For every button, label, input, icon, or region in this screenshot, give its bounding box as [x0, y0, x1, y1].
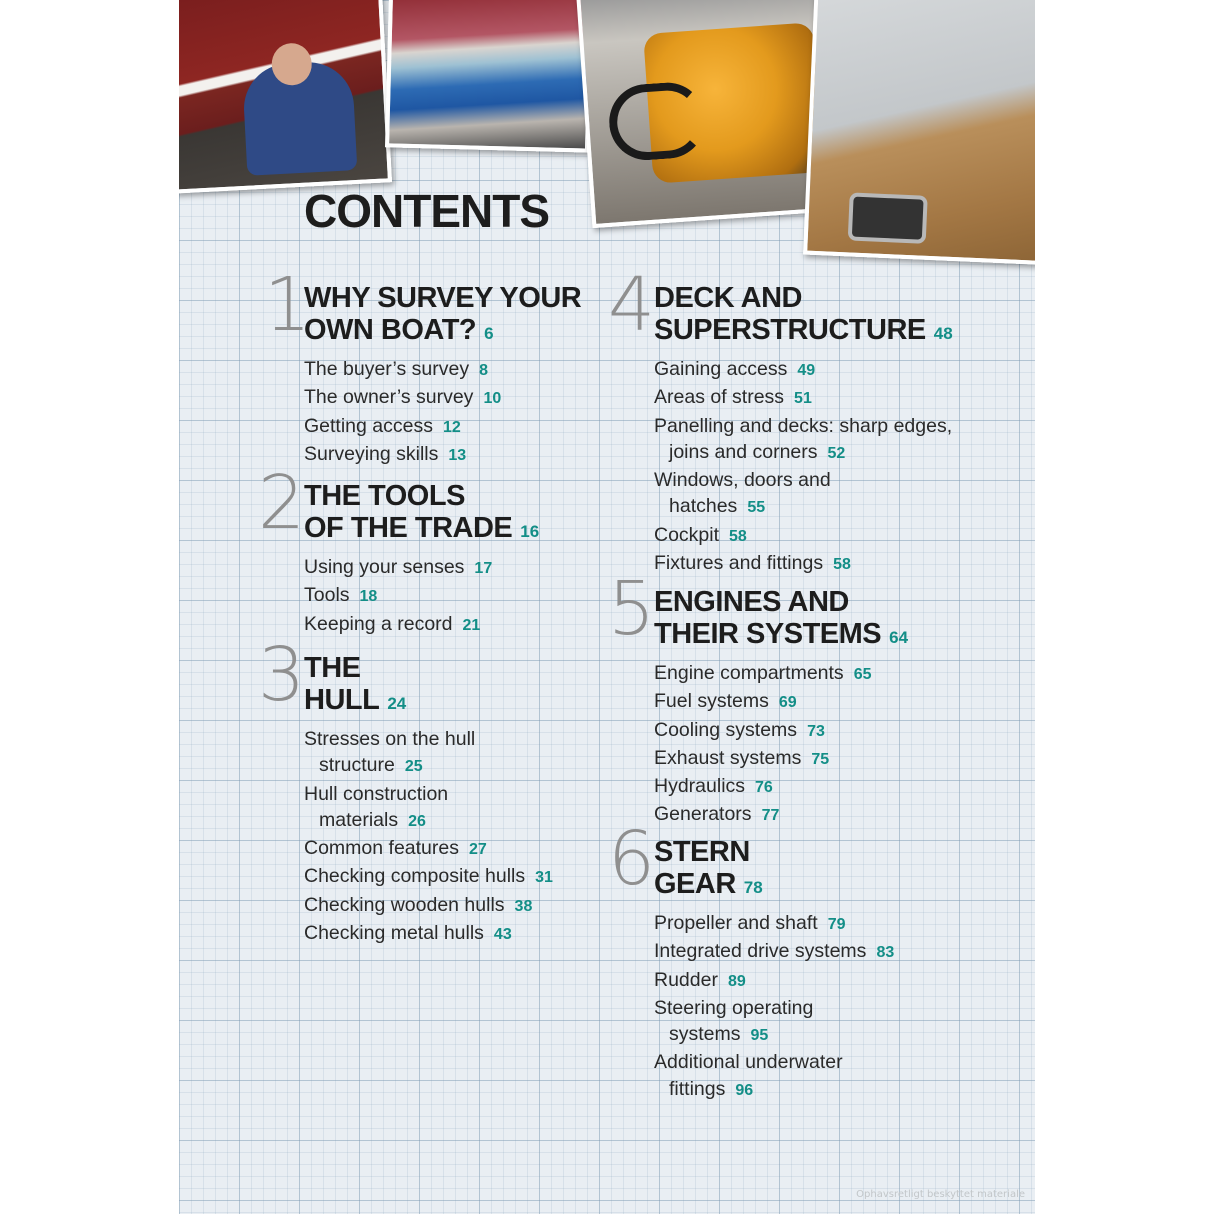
chapter-number: 6	[608, 816, 656, 902]
toc-item-label: Gaining access	[654, 358, 788, 380]
toc-item-label: Areas of stress	[654, 386, 785, 409]
toc-item-page-number: 96	[735, 1081, 754, 1099]
toc-item-page-number: 51	[794, 390, 812, 408]
toc-item-label: Cooling systems	[654, 718, 798, 741]
chapter-item-list	[654, 910, 894, 1104]
toc-section-3	[258, 632, 553, 948]
chapter-title-line: OWN BOAT?	[304, 314, 477, 346]
toc-section-1	[264, 262, 582, 469]
toc-item-label: Checking wooden hulls	[304, 893, 505, 916]
toc-item-label: hatches	[669, 495, 738, 518]
toc-item-page-number: 69	[778, 694, 797, 712]
toc-item	[304, 892, 553, 920]
toc-item-label: Additional underwater	[654, 1051, 843, 1074]
toc-item	[304, 920, 553, 948]
watermark: Ophavsretligt beskyttet materiale	[856, 1189, 1025, 1200]
chapter-title-line: THE	[304, 652, 361, 684]
chapter-title-line: OF THE TRADE	[304, 512, 513, 544]
toc-item-label: Getting access	[304, 414, 433, 437]
toc-item	[654, 1076, 894, 1104]
toc-item	[304, 582, 539, 610]
chapter-title	[304, 480, 539, 548]
toc-item-label: Stresses on the hull	[304, 728, 476, 750]
toc-item	[304, 611, 539, 639]
toc-item	[654, 801, 908, 829]
toc-item-page-number: 27	[468, 841, 487, 859]
toc-item	[304, 781, 553, 807]
toc-section-5	[608, 566, 909, 830]
toc-item-label: structure	[319, 754, 395, 777]
chapter-title-line: SUPERSTRUCTURE	[654, 314, 926, 346]
toc-item-page-number: 79	[827, 916, 846, 933]
toc-item-page-number: 83	[876, 944, 895, 962]
chapter-title-line: ENGINES AND	[654, 586, 849, 618]
chapter-item-list	[304, 356, 581, 469]
toc-item-page-number: 65	[853, 666, 872, 683]
chapter-title-line: THEIR SYSTEMS	[654, 618, 882, 650]
toc-item-label: Engine compartments	[654, 662, 844, 684]
toc-item-label: Common features	[304, 837, 459, 860]
toc-item-page-number: 21	[462, 616, 481, 634]
toc-item	[304, 752, 553, 780]
toc-item	[654, 493, 953, 521]
chapter-number: 1	[264, 262, 312, 348]
toc-item-page-number: 43	[493, 926, 512, 944]
toc-item-label: Checking composite hulls	[304, 865, 526, 888]
toc-item	[654, 1049, 894, 1075]
toc-item	[304, 807, 553, 835]
toc-item-label: The owner’s survey	[304, 386, 474, 409]
toc-item-label: Rudder	[654, 968, 718, 991]
toc-item-label: Exhaust systems	[654, 746, 802, 769]
toc-item	[304, 726, 553, 752]
toc-item-page-number: 26	[408, 812, 426, 830]
chapter-title	[654, 586, 908, 654]
chapter-title-line: HULL	[304, 684, 380, 716]
chapter-item-list	[304, 554, 539, 639]
toc-item-page-number: 55	[747, 499, 766, 517]
toc-item-page-number: 58	[833, 556, 851, 574]
toc-item-label: fittings	[669, 1077, 726, 1100]
toc-item-page-number: 58	[729, 527, 747, 545]
toc-item	[654, 467, 953, 493]
toc-item-label: Surveying skills	[304, 442, 439, 465]
toc-item-label: Fixtures and fittings	[654, 552, 824, 575]
chapter-item-list	[654, 356, 953, 578]
toc-item-label: Steering operating	[654, 996, 814, 1019]
chapter-page-number: 64	[889, 628, 909, 647]
toc-section-2	[258, 460, 540, 639]
toc-item-label: joins and corners	[669, 440, 818, 463]
toc-item	[654, 995, 894, 1021]
toc-item	[304, 413, 581, 441]
toc-item	[654, 439, 953, 467]
toc-item-page-number: 18	[359, 588, 378, 606]
chapter-title-line: STERN	[654, 836, 750, 868]
toc-item	[654, 660, 908, 688]
toc-item-label: Panelling and decks: sharp edges,	[654, 414, 953, 437]
toc-item-page-number: 73	[807, 722, 825, 740]
toc-item-label: materials	[319, 808, 399, 831]
photo-deck-hatch	[803, 0, 1035, 265]
toc-item	[654, 1021, 894, 1049]
chapter-title	[654, 282, 953, 350]
toc-item	[654, 745, 908, 773]
toc-section-4	[608, 262, 953, 578]
toc-item-page-number: 95	[750, 1027, 769, 1045]
photo-hull-inspection	[179, 0, 392, 194]
toc-item	[654, 773, 908, 801]
chapter-title-line: THE TOOLS	[304, 480, 465, 512]
chapter-title-line: GEAR	[654, 868, 736, 900]
chapter-page-number: 24	[387, 694, 407, 713]
toc-item-label: The buyer’s survey	[304, 358, 470, 380]
toc-item	[654, 384, 953, 412]
toc-item-label: Using your senses	[304, 556, 465, 578]
toc-item	[654, 522, 953, 550]
toc-item-label: Tools	[304, 584, 350, 607]
chapter-title	[654, 836, 894, 904]
toc-item-page-number: 52	[827, 444, 846, 462]
toc-item	[654, 413, 953, 439]
toc-item-page-number: 75	[811, 750, 830, 768]
toc-item-page-number: 77	[761, 807, 780, 825]
toc-item-label: Checking metal hulls	[304, 922, 484, 945]
chapter-number: 5	[608, 566, 656, 652]
toc-item-page-number: 89	[727, 972, 746, 990]
toc-item-label: Windows, doors and	[654, 469, 831, 492]
chapter-title	[304, 282, 581, 350]
toc-item	[304, 554, 539, 582]
toc-item	[654, 967, 894, 995]
toc-item-label: Keeping a record	[304, 612, 453, 635]
chapter-page-number: 16	[520, 522, 540, 541]
chapter-title-line: DECK AND	[654, 282, 802, 314]
toc-item	[304, 835, 553, 863]
toc-item-label: Generators	[654, 803, 752, 826]
chapter-page-number: 78	[743, 878, 763, 897]
toc-item	[654, 910, 894, 938]
deck-hatch	[848, 192, 928, 243]
chapter-item-list	[304, 726, 553, 948]
toc-item-page-number: 25	[404, 758, 423, 776]
chapter-title-line: WHY SURVEY YOUR	[304, 282, 582, 314]
photo-painted-hull	[385, 0, 593, 153]
toc-item-label: Propeller and shaft	[654, 912, 818, 934]
toc-item-page-number: 38	[514, 897, 533, 915]
toc-item	[654, 550, 953, 578]
chapter-item-list	[654, 660, 908, 830]
toc-item	[654, 688, 908, 716]
toc-item-label: Integrated drive systems	[654, 940, 867, 963]
toc-item-label: Hydraulics	[654, 775, 746, 798]
chapter-number: 2	[258, 460, 306, 546]
toc-item-label: Fuel systems	[654, 690, 769, 713]
toc-item-page-number: 12	[442, 418, 461, 436]
toc-item	[654, 938, 894, 966]
toc-item-page-number: 31	[535, 869, 553, 887]
toc-item-label: Hull construction	[304, 782, 449, 805]
toc-item	[654, 717, 908, 745]
chapter-title	[304, 652, 553, 720]
toc-item-label: Cockpit	[654, 523, 720, 546]
chapter-page-number: 48	[933, 324, 953, 343]
toc-item	[304, 384, 581, 412]
toc-item-label: systems	[669, 1023, 741, 1046]
toc-item-page-number: 49	[797, 362, 816, 379]
toc-item	[654, 356, 953, 384]
chapter-number: 3	[258, 632, 306, 718]
toc-item	[304, 356, 581, 384]
toc-item	[304, 441, 581, 469]
chapter-page-number: 6	[484, 324, 494, 343]
contents-page	[179, 0, 1035, 1214]
toc-item	[304, 863, 553, 891]
toc-item-page-number: 8	[479, 362, 489, 379]
page-title: CONTENTS	[304, 185, 549, 237]
chapter-number: 4	[608, 262, 656, 348]
toc-item-page-number: 17	[474, 560, 493, 577]
toc-item-page-number: 13	[448, 446, 467, 464]
toc-item-page-number: 76	[755, 779, 773, 797]
toc-item-page-number: 10	[483, 390, 502, 408]
